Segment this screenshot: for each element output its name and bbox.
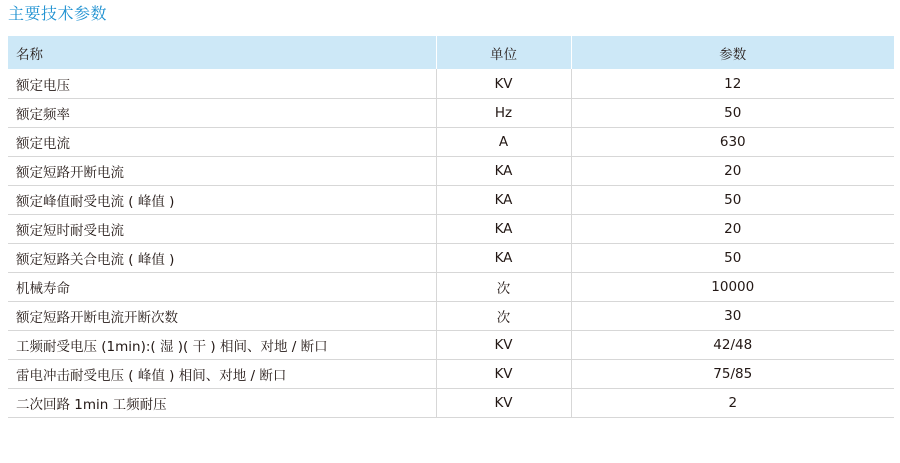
table-row [8,389,894,418]
row-unit: 次 [436,302,571,331]
row-name: 工频耐受电压 (1min):( 湿 )( 干 ) 相间、对地 / 断口 [8,331,436,360]
table-header-row [8,36,894,69]
row-value: 50 [571,186,894,215]
row-value: 12 [571,69,894,99]
table-row [8,69,894,99]
section-title: 主要技术参数 [8,4,108,23]
row-unit: KV [436,389,571,418]
table-row [8,186,894,215]
row-value: 2 [571,389,894,418]
row-value: 20 [571,157,894,186]
table-row [8,244,894,273]
row-unit: A [436,128,571,157]
row-name: 额定电压 [8,69,436,99]
row-value: 50 [571,244,894,273]
row-unit: KV [436,69,571,99]
row-name: 额定短路关合电流 ( 峰值 ) [8,244,436,273]
row-value: 20 [571,215,894,244]
row-value: 75/85 [571,360,894,389]
row-value: 42/48 [571,331,894,360]
spec-table [8,36,894,418]
table-row [8,215,894,244]
row-value: 630 [571,128,894,157]
row-value: 10000 [571,273,894,302]
header-value: 参数 [571,36,894,69]
row-name: 额定短路开断电流 [8,157,436,186]
row-name: 雷电冲击耐受电压 ( 峰值 ) 相间、对地 / 断口 [8,360,436,389]
header-name: 名称 [8,36,436,69]
row-unit: 次 [436,273,571,302]
row-unit: KA [436,244,571,273]
table-row [8,273,894,302]
row-unit: KV [436,360,571,389]
row-name: 额定峰值耐受电流 ( 峰值 ) [8,186,436,215]
row-unit: KV [436,331,571,360]
table-row [8,302,894,331]
row-name: 额定频率 [8,99,436,128]
row-name: 额定短路开断电流开断次数 [8,302,436,331]
header-unit: 单位 [436,36,571,69]
table-row [8,360,894,389]
table-row [8,99,894,128]
row-name: 机械寿命 [8,273,436,302]
row-unit: Hz [436,99,571,128]
row-unit: KA [436,157,571,186]
row-unit: KA [436,215,571,244]
table-row [8,157,894,186]
row-name: 二次回路 1min 工频耐压 [8,389,436,418]
row-value: 30 [571,302,894,331]
row-name: 额定短时耐受电流 [8,215,436,244]
row-unit: KA [436,186,571,215]
row-value: 50 [571,99,894,128]
table-row [8,128,894,157]
table-row [8,331,894,360]
row-name: 额定电流 [8,128,436,157]
